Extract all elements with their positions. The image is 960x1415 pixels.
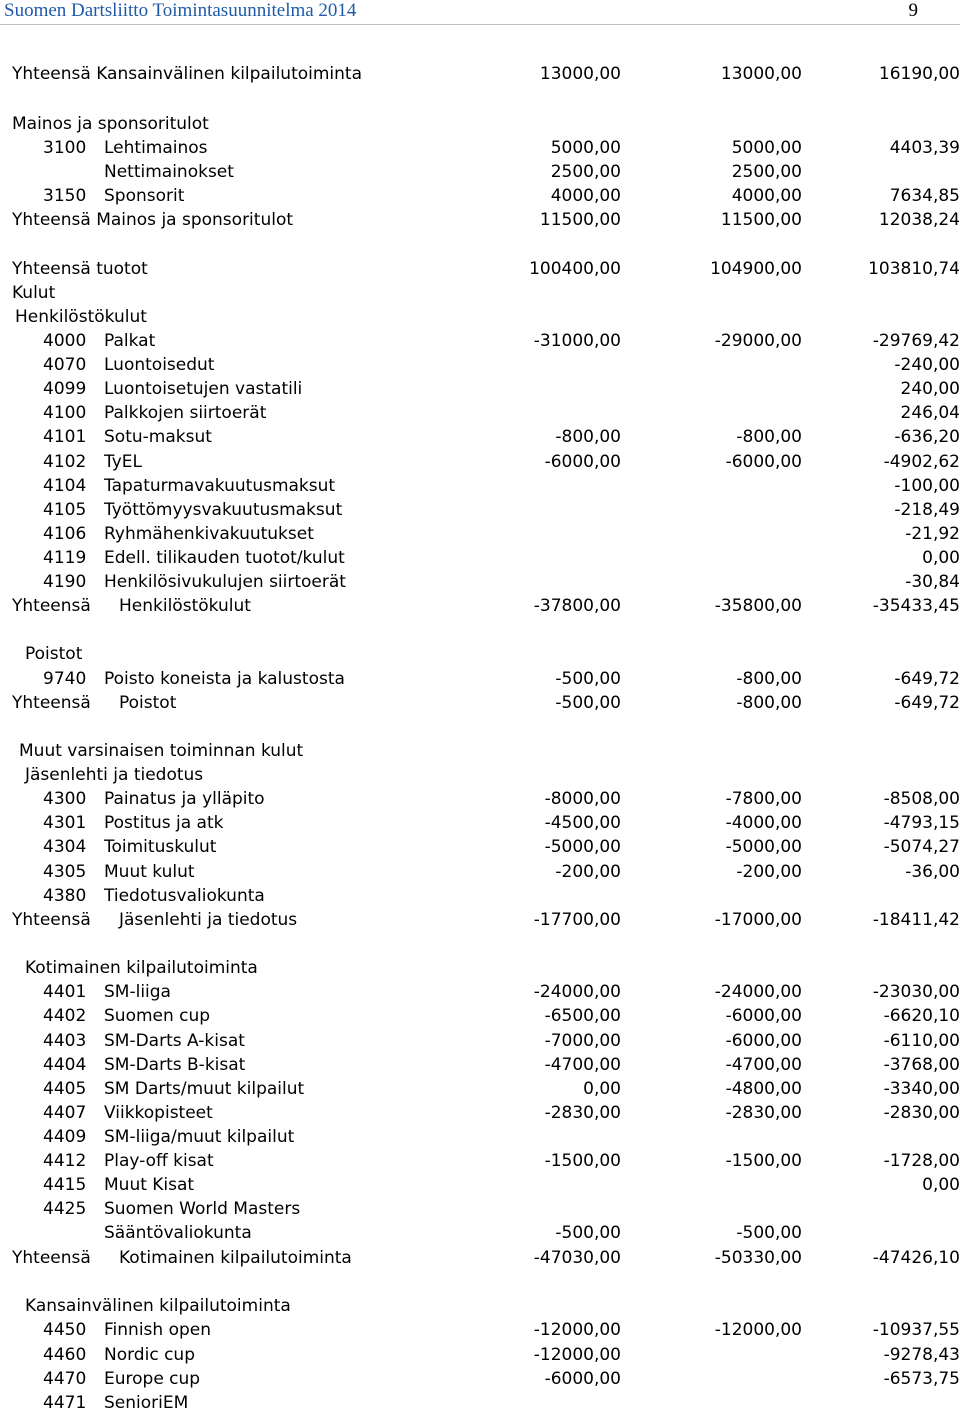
- row-label: Toimituskulut: [104, 837, 217, 857]
- actual-2012-value: 12038,24: [878, 210, 960, 230]
- account-code: 3100: [43, 138, 87, 158]
- budget-2013-value: -4800,00: [725, 1079, 802, 1099]
- actual-2012-value: -30,84: [905, 572, 960, 592]
- table-row: [0, 281, 960, 305]
- budget-2013-value: -12000,00: [714, 1320, 802, 1340]
- account-code: 4402: [43, 1006, 87, 1026]
- row-label: Sääntövaliokunta: [104, 1223, 252, 1243]
- budget-2014-value: -5000,00: [544, 837, 621, 857]
- budget-2013-value: -24000,00: [714, 982, 802, 1002]
- row-label: Sotu-maksut: [104, 427, 212, 447]
- actual-2012-value: -29769,42: [872, 331, 960, 351]
- account-code: 4099: [43, 379, 87, 399]
- row-label: Muut varsinaisen toiminnan kulut: [19, 741, 304, 761]
- budget-2013-value: -50330,00: [714, 1248, 802, 1268]
- row-label: Kotimainen kilpailutoiminta: [119, 1248, 352, 1268]
- account-code: 4401: [43, 982, 87, 1002]
- table-row: [0, 546, 960, 570]
- actual-2012-value: -23030,00: [872, 982, 960, 1002]
- actual-2012-value: -10937,55: [872, 1320, 960, 1340]
- table-row: [0, 884, 960, 908]
- budget-2014-value: -12000,00: [533, 1345, 621, 1365]
- actual-2012-value: -1728,00: [883, 1151, 960, 1171]
- budget-2014-value: 11500,00: [539, 210, 621, 230]
- table-row: [0, 498, 960, 522]
- table-row: [0, 763, 960, 787]
- account-code: 4000: [43, 331, 87, 351]
- row-label: Kansainvälinen kilpailutoiminta: [25, 1296, 291, 1316]
- row-label: Ryhmähenkivakuutukset: [104, 524, 314, 544]
- budget-2014-value: 100400,00: [529, 259, 621, 279]
- budget-2014-value: -6000,00: [544, 1369, 621, 1389]
- budget-2013-value: -4000,00: [725, 813, 802, 833]
- budget-2013-value: -6000,00: [725, 1031, 802, 1051]
- account-code: 4190: [43, 572, 87, 592]
- budget-2013-value: -7800,00: [725, 789, 802, 809]
- account-code: 4304: [43, 837, 87, 857]
- account-code: 4119: [43, 548, 87, 568]
- row-label: Luontoisetujen vastatili: [104, 379, 303, 399]
- budget-2014-value: -4500,00: [544, 813, 621, 833]
- account-code: 9740: [43, 669, 87, 689]
- budget-2013-value: -17000,00: [714, 910, 802, 930]
- table-row: [0, 1173, 960, 1197]
- budget-2014-value: -24000,00: [533, 982, 621, 1002]
- row-label: SenioriEM: [104, 1393, 189, 1413]
- account-code: 4404: [43, 1055, 87, 1075]
- budget-2013-value: -800,00: [736, 669, 802, 689]
- table-row: [0, 305, 960, 329]
- table-row: [0, 667, 960, 691]
- row-label: Tapaturmavakuutusmaksut: [104, 476, 336, 496]
- row-label: Tiedotusvaliokunta: [104, 886, 265, 906]
- budget-2014-value: -500,00: [555, 669, 621, 689]
- table-row: [0, 474, 960, 498]
- actual-2012-value: -649,72: [894, 669, 960, 689]
- budget-2013-value: 2500,00: [731, 162, 802, 182]
- account-code: 4100: [43, 403, 87, 423]
- table-row: [0, 860, 960, 884]
- table-row: [0, 1221, 960, 1245]
- account-code: 4104: [43, 476, 87, 496]
- account-code: 4070: [43, 355, 87, 375]
- budget-2013-value: -500,00: [736, 1223, 802, 1243]
- actual-2012-value: -2830,00: [883, 1103, 960, 1123]
- table-row: [0, 62, 960, 86]
- table-row: [0, 1246, 960, 1270]
- table-row: [0, 1029, 960, 1053]
- actual-2012-value: 0,00: [922, 548, 960, 568]
- table-row: [0, 642, 960, 666]
- account-code: 4405: [43, 1079, 87, 1099]
- budget-2013-value: 104900,00: [710, 259, 802, 279]
- header-divider: [0, 24, 960, 25]
- row-label: Viikkopisteet: [104, 1103, 213, 1123]
- account-code: Yhteensä: [12, 596, 91, 616]
- table-row: [0, 112, 960, 136]
- table-row: [0, 1197, 960, 1221]
- actual-2012-value: -240,00: [894, 355, 960, 375]
- actual-2012-value: 4403,39: [889, 138, 960, 158]
- table-row: [0, 908, 960, 932]
- actual-2012-value: 240,00: [900, 379, 960, 399]
- budget-2014-value: -6000,00: [544, 452, 621, 472]
- actual-2012-value: -100,00: [894, 476, 960, 496]
- budget-2013-value: -200,00: [736, 862, 802, 882]
- actual-2012-value: -35433,45: [872, 596, 960, 616]
- budget-2013-value: 11500,00: [720, 210, 802, 230]
- budget-2013-value: -29000,00: [714, 331, 802, 351]
- table-row: [0, 1101, 960, 1125]
- table-row: [0, 160, 960, 184]
- actual-2012-value: -636,20: [894, 427, 960, 447]
- table-row: [0, 1318, 960, 1342]
- actual-2012-value: -47426,10: [872, 1248, 960, 1268]
- table-row: [0, 691, 960, 715]
- row-label: Finnish open: [104, 1320, 211, 1340]
- budget-2014-value: 0,00: [583, 1079, 621, 1099]
- row-label: SM-liiga/muut kilpailut: [104, 1127, 295, 1147]
- budget-2013-value: 5000,00: [731, 138, 802, 158]
- actual-2012-value: -8508,00: [883, 789, 960, 809]
- table-row: [0, 425, 960, 449]
- table-row: [0, 787, 960, 811]
- budget-2014-value: -1500,00: [544, 1151, 621, 1171]
- row-label: Play-off kisat: [104, 1151, 214, 1171]
- account-code: Yhteensä: [12, 693, 91, 713]
- actual-2012-value: -4793,15: [883, 813, 960, 833]
- row-label: SM Darts/muut kilpailut: [104, 1079, 305, 1099]
- budget-2013-value: -5000,00: [725, 837, 802, 857]
- row-label: SM-liiga: [104, 982, 171, 1002]
- actual-2012-value: -4902,62: [883, 452, 960, 472]
- account-code: 4412: [43, 1151, 87, 1171]
- budget-2013-value: -6000,00: [725, 452, 802, 472]
- row-label: Painatus ja ylläpito: [104, 789, 265, 809]
- row-label: Mainos ja sponsoritulot: [12, 114, 209, 134]
- row-label: Muut kulut: [104, 862, 195, 882]
- row-label: Postitus ja atk: [104, 813, 224, 833]
- row-label: Suomen World Masters: [104, 1199, 301, 1219]
- row-label: Suomen cup: [104, 1006, 211, 1026]
- table-row: [0, 1343, 960, 1367]
- budget-2014-value: -31000,00: [533, 331, 621, 351]
- row-label: Jäsenlehti ja tiedotus: [119, 910, 298, 930]
- row-label: Jäsenlehti ja tiedotus: [25, 765, 204, 785]
- budget-2014-value: -7000,00: [544, 1031, 621, 1051]
- account-code: 4380: [43, 886, 87, 906]
- budget-2013-value: -1500,00: [725, 1151, 802, 1171]
- budget-2014-value: -2830,00: [544, 1103, 621, 1123]
- row-label: Nordic cup: [104, 1345, 195, 1365]
- actual-2012-value: -21,92: [905, 524, 960, 544]
- actual-2012-value: 7634,85: [889, 186, 960, 206]
- budget-2014-value: 4000,00: [550, 186, 621, 206]
- table-row: [0, 377, 960, 401]
- budget-2014-value: -500,00: [555, 693, 621, 713]
- table-row: [0, 739, 960, 763]
- actual-2012-value: -6620,10: [883, 1006, 960, 1026]
- account-code: 4409: [43, 1127, 87, 1147]
- account-code: 4300: [43, 789, 87, 809]
- table-row: [0, 594, 960, 618]
- row-label: Luontoisedut: [104, 355, 215, 375]
- budget-2014-value: -12000,00: [533, 1320, 621, 1340]
- budget-2014-value: -6500,00: [544, 1006, 621, 1026]
- budget-2014-value: -17700,00: [533, 910, 621, 930]
- actual-2012-value: -36,00: [905, 862, 960, 882]
- table-row: [0, 1053, 960, 1077]
- actual-2012-value: -649,72: [894, 693, 960, 713]
- account-code: 4106: [43, 524, 87, 544]
- budget-2014-value: -8000,00: [544, 789, 621, 809]
- budget-2014-value: 5000,00: [550, 138, 621, 158]
- budget-2013-value: 4000,00: [731, 186, 802, 206]
- actual-2012-value: 246,04: [900, 403, 960, 423]
- budget-2013-value: -800,00: [736, 427, 802, 447]
- actual-2012-value: -18411,42: [872, 910, 960, 930]
- budget-2014-value: 13000,00: [539, 64, 621, 84]
- account-code: Yhteensä: [12, 910, 91, 930]
- row-label: Palkkojen siirtoerät: [104, 403, 267, 423]
- budget-2013-value: -35800,00: [714, 596, 802, 616]
- table-row: [0, 329, 960, 353]
- table-row: [0, 1294, 960, 1318]
- account-code: 4470: [43, 1369, 87, 1389]
- account-code: 4305: [43, 862, 87, 882]
- table-row: [0, 1077, 960, 1101]
- row-label: Poistot: [119, 693, 177, 713]
- account-code: 4407: [43, 1103, 87, 1123]
- actual-2012-value: 103810,74: [868, 259, 960, 279]
- row-label: Henkilösivukulujen siirtoerät: [104, 572, 346, 592]
- budget-2014-value: -4700,00: [544, 1055, 621, 1075]
- table-row: [0, 353, 960, 377]
- actual-2012-value: -6110,00: [883, 1031, 960, 1051]
- actual-2012-value: 16190,00: [878, 64, 960, 84]
- table-row: [0, 1004, 960, 1028]
- account-code: 4425: [43, 1199, 87, 1219]
- account-code: 4450: [43, 1320, 87, 1340]
- actual-2012-value: -3768,00: [883, 1055, 960, 1075]
- budget-2014-value: 2500,00: [550, 162, 621, 182]
- table-row: [0, 570, 960, 594]
- table-row: [0, 1149, 960, 1173]
- table-row: [0, 522, 960, 546]
- account-code: 4301: [43, 813, 87, 833]
- row-label: SM-Darts B-kisat: [104, 1055, 246, 1075]
- table-row: [0, 184, 960, 208]
- table-row: [0, 136, 960, 160]
- actual-2012-value: -9278,43: [883, 1345, 960, 1365]
- row-label: Yhteensä Kansainvälinen kilpailutoiminta: [12, 64, 362, 84]
- table-row: [0, 1367, 960, 1391]
- account-code: 4105: [43, 500, 87, 520]
- table-row: [0, 811, 960, 835]
- actual-2012-value: 0,00: [922, 1175, 960, 1195]
- actual-2012-value: -5074,27: [883, 837, 960, 857]
- table-row: [0, 835, 960, 859]
- row-label: Työttömyysvakuutusmaksut: [104, 500, 343, 520]
- row-label: Yhteensä tuotot: [12, 259, 148, 279]
- account-code: 4460: [43, 1345, 87, 1365]
- page-header: [0, 0, 960, 22]
- table-row: [0, 1391, 960, 1415]
- row-label: Poistot: [25, 644, 83, 664]
- actual-2012-value: -6573,75: [883, 1369, 960, 1389]
- table-row: [0, 257, 960, 281]
- budget-2014-value: -500,00: [555, 1223, 621, 1243]
- budget-2013-value: -800,00: [736, 693, 802, 713]
- account-code: 4101: [43, 427, 87, 447]
- row-label: Lehtimainos: [104, 138, 208, 158]
- account-code: 4415: [43, 1175, 87, 1195]
- account-code: Yhteensä: [12, 1248, 91, 1268]
- account-code: 4102: [43, 452, 87, 472]
- page-number: 9: [908, 0, 918, 21]
- actual-2012-value: -218,49: [894, 500, 960, 520]
- row-label: SM-Darts A-kisat: [104, 1031, 245, 1051]
- budget-2014-value: -200,00: [555, 862, 621, 882]
- row-label: Muut Kisat: [104, 1175, 195, 1195]
- actual-2012-value: -3340,00: [883, 1079, 960, 1099]
- account-code: 4403: [43, 1031, 87, 1051]
- row-label: Sponsorit: [104, 186, 185, 206]
- budget-2013-value: 13000,00: [720, 64, 802, 84]
- account-code: 3150: [43, 186, 87, 206]
- row-label: Henkilöstökulut: [119, 596, 251, 616]
- row-label: Edell. tilikauden tuotot/kulut: [104, 548, 345, 568]
- table-row: [0, 980, 960, 1004]
- row-label: Palkat: [104, 331, 156, 351]
- row-label: Henkilöstökulut: [15, 307, 147, 327]
- table-row: [0, 1125, 960, 1149]
- budget-2013-value: -4700,00: [725, 1055, 802, 1075]
- table-row: [0, 956, 960, 980]
- row-label: TyEL: [104, 452, 143, 472]
- row-label: Europe cup: [104, 1369, 201, 1389]
- row-label: Poisto koneista ja kalustosta: [104, 669, 345, 689]
- table-row: [0, 208, 960, 232]
- budget-2014-value: -47030,00: [533, 1248, 621, 1268]
- row-label: Kotimainen kilpailutoiminta: [25, 958, 258, 978]
- budget-2014-value: -37800,00: [533, 596, 621, 616]
- document-title: Suomen Dartsliitto Toimintasuunnitelma 2014: [4, 0, 357, 21]
- table-row: [0, 450, 960, 474]
- table-row: [0, 401, 960, 425]
- row-label: Kulut: [12, 283, 56, 303]
- budget-2014-value: -800,00: [555, 427, 621, 447]
- budget-2013-value: -6000,00: [725, 1006, 802, 1026]
- row-label: Nettimainokset: [104, 162, 234, 182]
- row-label: Yhteensä Mainos ja sponsoritulot: [12, 210, 294, 230]
- budget-2013-value: -2830,00: [725, 1103, 802, 1123]
- account-code: 4471: [43, 1393, 87, 1413]
